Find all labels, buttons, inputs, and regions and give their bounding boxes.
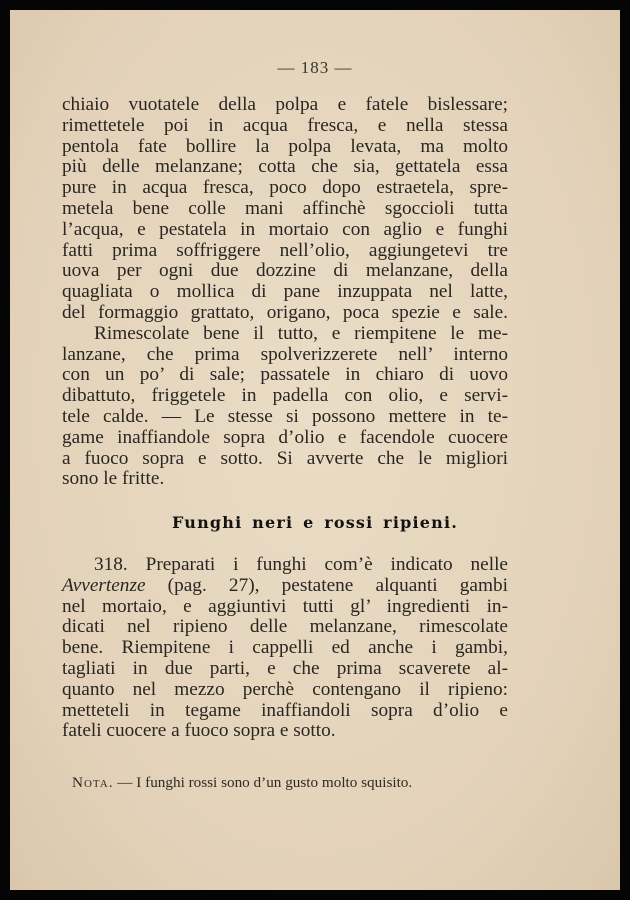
text-fragment: (pag. 27), pestatene alquanti gambi [145, 574, 508, 596]
text-line: tagliati in due parti, e che prima scaverete al- [62, 657, 508, 679]
text-line: lanzane, che prima spolverizzerete nell’ interno [62, 343, 508, 365]
text-line: metela bene colle mani affinchè sgoccioli tutta [62, 197, 508, 219]
text-line: pure in acqua fresca, poco dopo estraetela, spre- [62, 177, 508, 199]
footnote [72, 772, 512, 794]
text-line: game inaffiandole sopra d’olio e facendole cuocere [62, 426, 508, 448]
text-line: del formaggio grattato, origano, poca spezie e sale. [62, 301, 508, 323]
text-line: nel mortaio, e aggiuntivi tutti gl’ ingredienti in- [62, 595, 508, 617]
note-label: Nota. [72, 774, 114, 791]
text-line: a fuoco sopra e sotto. Si avverte che le migliori [62, 447, 508, 469]
text-line: dicati nel ripieno delle melanzane, rimescolate [62, 616, 508, 638]
text-line: fateli cuocere a fuoco sopra e sotto. [62, 720, 336, 742]
paragraph-continuation [62, 95, 508, 490]
text-line: quagliata o mollica di pane inzuppata nel latte, [62, 281, 508, 303]
text-line: pentola fate bollire la polpa levata, ma molto [62, 135, 508, 157]
text-line: Rimescolate bene il tutto, e riempitene le me- [94, 322, 508, 344]
text-line: rimettetele poi in acqua fresca, e nella stessa [62, 114, 508, 136]
text-line: quanto nel mezzo perchè contengano il ripieno: [62, 678, 508, 700]
text-line: uova per ogni due dozzine di melanzane, della [62, 260, 508, 282]
text-line: 318. Preparati i funghi com’è indicato nelle [94, 554, 508, 575]
book-page [10, 10, 620, 890]
note-text: — I funghi rossi sono d’un gusto molto squisito. [113, 774, 413, 791]
text-line: fatti prima soffriggere nell’olio, aggiungetevi tre [62, 239, 508, 261]
text-line: sono le fritte. [62, 468, 165, 490]
text-line: più delle melanzane; cotta che sia, gettatela essa [62, 156, 508, 178]
text-line: dibattuto, friggetele in padella con olio, e servi- [62, 385, 508, 407]
text-line: tele calde. — Le stesse si possono mettere in te- [62, 405, 508, 427]
recipe-paragraph [62, 555, 508, 742]
text-line: con un po’ di sale; passatele in chiaro di uovo [62, 364, 508, 386]
text-line: metteteli in tegame inaffiandoli sopra d’olio e [62, 699, 508, 721]
text-line: l’acqua, e pestatela in mortaio con aglio e funghi [62, 218, 508, 240]
text-line [62, 576, 508, 597]
italic-reference: Avvertenze [62, 574, 146, 596]
text-line: bene. Riempitene i cappelli ed anche i gambi, [62, 637, 508, 659]
recipe-heading: Funghi neri e rossi ripieni. [171, 513, 459, 532]
page-number: — 183 — [277, 58, 353, 77]
text-line: chiaio vuotatele della polpa e fatele bislessare; [62, 94, 508, 115]
